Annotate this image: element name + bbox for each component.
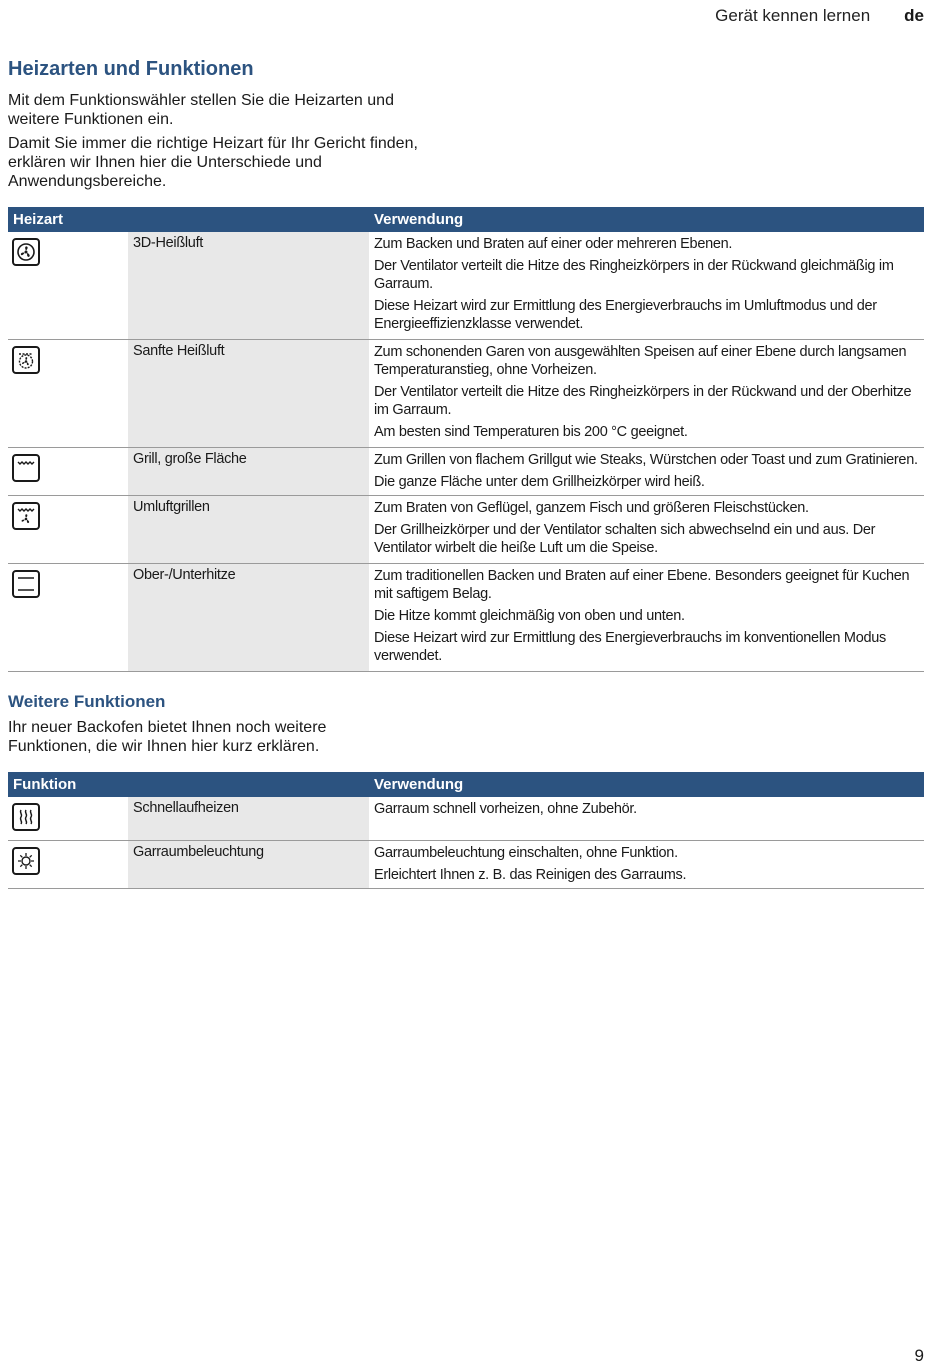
column-header-verwendung: Verwendung [374,776,464,793]
usage-text: Der Ventilator verteilt die Hitze des Ringheizkörpers in der Rückwand und der Oberhitze im Garraum. [374,384,912,418]
table-row [8,448,924,496]
table-row [8,496,924,564]
page-content [8,58,924,889]
table-row [8,797,924,841]
heating-mode-name: 3D-Heißluft [128,232,369,339]
rapid-heat-icon [12,803,40,831]
functions-table [8,772,924,889]
heating-mode-name: Ober-/Unterhitze [128,564,369,671]
page-header [715,6,924,26]
header-language: de [904,6,924,25]
column-header-verwendung: Verwendung [374,211,464,228]
top-bottom-heat-icon [12,570,40,598]
usage-text: Die Hitze kommt gleichmäßig von oben und unten. [374,608,685,624]
column-header-funktion: Funktion [13,776,77,793]
grill-large-icon [12,454,40,482]
function-usage [369,797,924,840]
heating-mode-name: Umluftgrillen [128,496,369,563]
heating-mode-usage [369,340,924,447]
page-title: Heizarten und Funktionen [8,58,254,80]
fan-grill-icon [12,502,40,530]
function-name: Garraumbeleuchtung [128,841,369,888]
heating-mode-usage [369,496,924,563]
usage-text: Der Ventilator verteilt die Hitze des Ringheizkörpers in der Rückwand gleichmäßig im Garraum. [374,258,894,292]
usage-text: Diese Heizart wird zur Ermittlung des Energieverbrauchs im Umluftmodus und der Energieeffizienzklasse verwendet. [374,298,877,332]
usage-text: Garraum schnell vorheizen, ohne Zubehör. [374,801,637,817]
heating-mode-name: Grill, große Fläche [128,448,369,495]
fan-3d-icon [12,238,40,266]
table-row [8,841,924,889]
usage-text: Erleichtert Ihnen z. B. das Reinigen des Garraums. [374,867,687,883]
section-title-weitere-funktionen: Weitere Funktionen [8,692,166,711]
usage-text: Die ganze Fläche unter dem Grillheizkörper wird heiß. [374,474,705,490]
usage-text: Der Grillheizkörper und der Ventilator schalten sich abwechselnd ein und aus. Der Ventilator wirbelt die heiße Luft um die Speise. [374,522,876,556]
table-header [8,772,924,797]
usage-text: Zum traditionellen Backen und Braten auf einer Ebene. Besonders geeignet für Kuchen mit saftigem Belag. [374,568,910,602]
page-number: 9 [914,1346,924,1365]
header-section-title: Gerät kennen lernen [715,6,871,25]
intro-paragraph: Damit Sie immer die richtige Heizart für Ihr Gericht finden, erklären wir Ihnen hier die Unterschiede und Anwendungsbereiche. [8,135,418,190]
heating-mode-name: Sanfte Heißluft [128,340,369,447]
section-intro-text: Ihr neuer Backofen bietet Ihnen noch weitere Funktionen, die wir Ihnen hier kurz erklären. [8,719,327,755]
heating-mode-usage [369,232,924,339]
table-row [8,232,924,340]
usage-text: Zum schonenden Garen von ausgewählten Speisen auf einer Ebene durch langsamen Temperaturanstieg, ohne Vorheizen. [374,344,907,378]
table-row [8,564,924,672]
usage-text: Garraumbeleuchtung einschalten, ohne Funktion. [374,845,678,861]
heating-mode-usage [369,448,924,495]
column-header-heizart: Heizart [13,211,64,228]
usage-text: Zum Grillen von flachem Grillgut wie Steaks, Würstchen oder Toast und zum Gratinieren. [374,452,918,468]
function-usage [369,841,924,888]
gentle-fan-icon [12,346,40,374]
intro [8,91,924,191]
usage-text: Zum Braten von Geflügel, ganzem Fisch und größeren Fleischstücken. [374,500,809,516]
usage-text: Diese Heizart wird zur Ermittlung des Energieverbrauchs im konventionellen Modus verwendet. [374,630,886,664]
usage-text: Am besten sind Temperaturen bis 200 °C geeignet. [374,424,688,440]
usage-text: Zum Backen und Braten auf einer oder mehreren Ebenen. [374,236,733,252]
oven-light-icon [12,847,40,875]
table-header [8,207,924,232]
section-intro [8,718,924,756]
heating-mode-usage [369,564,924,671]
function-name: Schnellaufheizen [128,797,369,840]
intro-paragraph: Mit dem Funktionswähler stellen Sie die Heizarten und weitere Funktionen ein. [8,92,394,128]
heating-modes-table [8,207,924,672]
table-row [8,340,924,448]
